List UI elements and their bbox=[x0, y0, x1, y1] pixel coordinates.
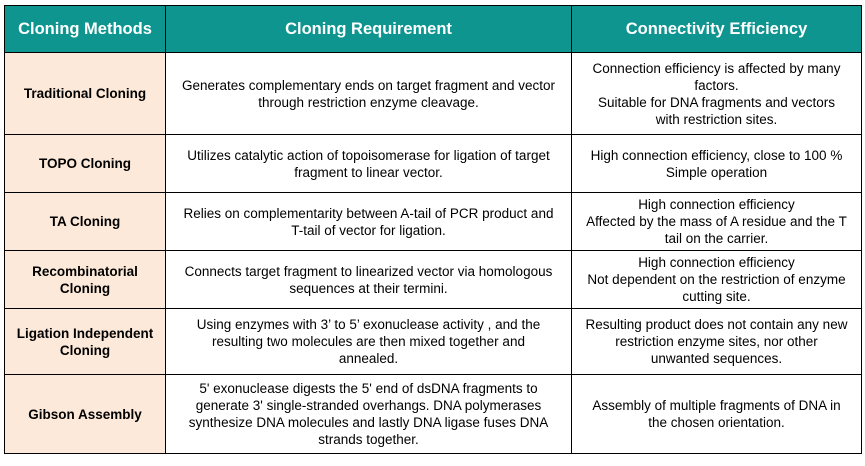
cell-text-line: 5' exonuclease digests the 5' end of dsDNA fragments to bbox=[199, 381, 538, 396]
header-cloning-methods: Cloning Methods bbox=[5, 6, 166, 53]
requirement-cell bbox=[166, 193, 572, 251]
cell-text-line: Traditional Cloning bbox=[23, 86, 147, 101]
header-row bbox=[5, 6, 862, 53]
cell-text-line: Cloning bbox=[59, 342, 111, 358]
efficiency-cell bbox=[572, 375, 862, 454]
cell-text-line: fragment to linear vector. bbox=[294, 164, 443, 180]
cell-text-line: the chosen orientation. bbox=[648, 415, 785, 430]
efficiency-cell bbox=[572, 53, 862, 135]
cell-text-line: restriction enzyme sites, nor other bbox=[615, 334, 818, 349]
table-row bbox=[5, 375, 862, 454]
cell-text-line: annealed. bbox=[338, 351, 399, 366]
table-row bbox=[5, 135, 862, 193]
requirement-cell bbox=[166, 53, 572, 135]
cell-text-line: Ligation Independent bbox=[16, 325, 154, 341]
cell-text-line: High connection efficiency bbox=[638, 255, 795, 270]
cell-text-line: Connection efficiency is affected by many bbox=[592, 60, 841, 76]
efficiency-cell bbox=[572, 135, 862, 193]
method-cell bbox=[5, 193, 166, 251]
cell-text-line: TOPO Cloning bbox=[39, 156, 131, 171]
table-row bbox=[5, 251, 862, 309]
table-row bbox=[5, 53, 862, 135]
header-cloning-requirement: Cloning Requirement bbox=[166, 6, 572, 53]
cell-text-line: Relies on complementarity between A-tail of PCR product and bbox=[183, 205, 554, 221]
requirement-cell bbox=[166, 309, 572, 375]
cell-text-line: Recombinatorial bbox=[32, 263, 138, 279]
cell-text-line: Assembly of multiple fragments of DNA in bbox=[592, 398, 841, 413]
cell-text-line: Not dependent on the restriction of enzyme bbox=[587, 272, 846, 287]
requirement-cell bbox=[166, 251, 572, 309]
method-cell bbox=[5, 135, 166, 193]
cell-text-line: through restriction enzyme cleavage. bbox=[258, 94, 479, 110]
cell-text-line: Affected by the mass of A residue and the T bbox=[586, 214, 847, 229]
cell-text-line: TA Cloning bbox=[49, 214, 121, 229]
cell-text-line: High connection efficiency bbox=[638, 197, 795, 212]
table-row bbox=[5, 193, 862, 251]
cell-text-line: cutting site. bbox=[682, 289, 751, 304]
cell-text-line: sequences at their termini. bbox=[289, 280, 448, 296]
cell-text-line: Suitable for DNA fragments and vectors bbox=[597, 94, 836, 110]
requirement-cell bbox=[166, 135, 572, 193]
cell-text-line: synthesize DNA molecules and lastly DNA ligase fuses DNA bbox=[188, 415, 549, 430]
method-cell bbox=[5, 309, 166, 375]
cell-text-line: Connects target fragment to linearized vector via homologous bbox=[184, 263, 553, 279]
cell-text-line: Gibson Assembly bbox=[28, 406, 142, 422]
header-connectivity-efficiency: Connectivity Efficiency bbox=[572, 6, 862, 53]
cell-text-line: generate 3' single-stranded overhangs. DNA polymerases bbox=[195, 398, 542, 413]
cell-text-line: Using enzymes with 3’ to 5’ exonuclease activity , and the bbox=[196, 317, 541, 332]
cell-text-line: Utilizes catalytic action of topoisomerase for ligation of target bbox=[187, 147, 550, 163]
efficiency-cell bbox=[572, 309, 862, 375]
cell-text-line: tail on the carrier. bbox=[664, 231, 769, 246]
table-row bbox=[5, 309, 862, 375]
cell-text-line: factors. bbox=[694, 77, 739, 93]
cell-text-line: Resulting product does not contain any new bbox=[585, 317, 848, 332]
efficiency-cell bbox=[572, 193, 862, 251]
cell-text-line: Simple operation bbox=[665, 164, 768, 180]
requirement-cell bbox=[166, 375, 572, 454]
method-cell bbox=[5, 53, 166, 135]
cell-text-line: Cloning bbox=[59, 280, 111, 296]
efficiency-cell bbox=[572, 251, 862, 309]
cell-text-line: T-tail of vector for ligation. bbox=[291, 222, 446, 238]
cell-text-line: High connection efficiency, close to 100 % bbox=[590, 147, 843, 163]
cloning-methods-table bbox=[4, 5, 862, 454]
cell-text-line: with restriction sites. bbox=[655, 111, 778, 127]
method-cell bbox=[5, 251, 166, 309]
cell-text-line: Generates complementary ends on target fragment and vector bbox=[182, 77, 555, 93]
cell-text-line: strands together. bbox=[318, 432, 419, 447]
method-cell bbox=[5, 375, 166, 454]
cell-text-line: resulting two molecules are then mixed together and bbox=[212, 334, 525, 349]
cell-text-line: unwanted sequences. bbox=[650, 351, 783, 366]
